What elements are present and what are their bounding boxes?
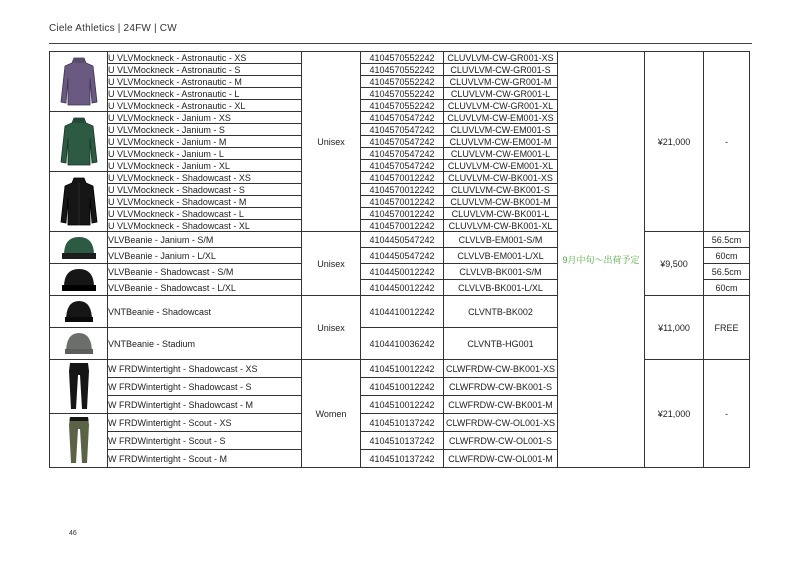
size-cell: 60cm [704, 280, 750, 296]
product-name: W FRDWintertight - Shadowcast - XS [108, 360, 302, 378]
price-cell: ¥11,000 [645, 296, 704, 360]
sku-code: CLUVLVM-CW-BK001-L [444, 208, 558, 220]
product-name: U VLVMockneck - Shadowcast - M [108, 196, 302, 208]
jan-code: 4104570547242 [361, 136, 444, 148]
page-number: 46 [69, 530, 77, 537]
product-name: U VLVMockneck - Shadowcast - L [108, 208, 302, 220]
jan-code: 4104570547242 [361, 148, 444, 160]
jan-code: 4104510012242 [361, 396, 444, 414]
product-image-tight-shadowcast [50, 360, 108, 414]
jan-code: 4104570552242 [361, 88, 444, 100]
jan-code: 4104570552242 [361, 52, 444, 64]
jan-code: 4104570012242 [361, 220, 444, 232]
size-cell: 56.5cm [704, 264, 750, 280]
product-name: VNTBeanie - Shadowcast [108, 296, 302, 328]
product-name: U VLVMockneck - Janium - XL [108, 160, 302, 172]
jan-code: 4104570012242 [361, 184, 444, 196]
product-name: W FRDWintertight - Scout - XS [108, 414, 302, 432]
gender-cell: Unisex [302, 232, 361, 296]
jan-code: 4104410036242 [361, 328, 444, 360]
product-name: U VLVMockneck - Janium - M [108, 136, 302, 148]
product-name: VLVBeanie - Janium - L/XL [108, 248, 302, 264]
product-name: U VLVMockneck - Astronautic - XL [108, 100, 302, 112]
jan-code: 4104570547242 [361, 112, 444, 124]
sku-code: CLWFRDW-CW-BK001-M [444, 396, 558, 414]
mockneck-jacket-icon [59, 54, 99, 108]
sku-code: CLVNTB-HG001 [444, 328, 558, 360]
product-image-vnt-stadium [50, 328, 108, 360]
price-cell: ¥21,000 [645, 360, 704, 468]
product-name: U VLVMockneck - Astronautic - S [108, 64, 302, 76]
product-name: U VLVMockneck - Shadowcast - S [108, 184, 302, 196]
sku-code: CLUVLVM-CW-EM001-M [444, 136, 558, 148]
jan-code: 4104570547242 [361, 160, 444, 172]
sku-code: CLWFRDW-CW-OL001-XS [444, 414, 558, 432]
jan-code: 4104510137242 [361, 414, 444, 432]
jan-code: 4104570552242 [361, 76, 444, 88]
sku-code: CLUVLVM-CW-GR001-M [444, 76, 558, 88]
product-image-vnt-shadowcast [50, 296, 108, 328]
product-name: W FRDWintertight - Shadowcast - S [108, 378, 302, 396]
sku-code: CLUVLVM-CW-EM001-XS [444, 112, 558, 124]
product-name: VLVBeanie - Janium - S/M [108, 232, 302, 248]
jan-code: 4104570552242 [361, 64, 444, 76]
product-name: W FRDWintertight - Scout - S [108, 432, 302, 450]
sku-code: CLUVLVM-CW-GR001-XS [444, 52, 558, 64]
jan-code: 4104510012242 [361, 378, 444, 396]
sku-code: CLUVLVM-CW-GR001-L [444, 88, 558, 100]
mockneck-jacket-icon [59, 174, 99, 228]
product-image-mockneck-janium [50, 112, 108, 172]
sku-code: CLWFRDW-CW-BK001-S [444, 378, 558, 396]
gender-cell: Women [302, 360, 361, 468]
jan-code: 4104450547242 [361, 232, 444, 248]
sku-code: CLUVLVM-CW-BK001-M [444, 196, 558, 208]
product-table [49, 51, 750, 468]
product-name: VNTBeanie - Stadium [108, 328, 302, 360]
beanie-icon [58, 265, 100, 293]
sku-code: CLVLVB-EM001-L/XL [444, 248, 558, 264]
jan-code: 4104570552242 [361, 100, 444, 112]
gender-cell: Unisex [302, 52, 361, 232]
gender-cell: Unisex [302, 296, 361, 360]
tights-icon [61, 415, 97, 465]
price-cell: ¥21,000 [645, 52, 704, 232]
jan-code: 4104570012242 [361, 196, 444, 208]
beanie-icon [59, 329, 99, 357]
jan-code: 4104450012242 [361, 280, 444, 296]
product-name: U VLVMockneck - Janium - L [108, 148, 302, 160]
product-name: U VLVMockneck - Janium - XS [108, 112, 302, 124]
product-name: U VLVMockneck - Shadowcast - XS [108, 172, 302, 184]
product-name: U VLVMockneck - Astronautic - XS [108, 52, 302, 64]
sku-code: CLVLVB-BK001-L/XL [444, 280, 558, 296]
sku-code: CLWFRDW-CW-OL001-S [444, 432, 558, 450]
jan-code: 4104510012242 [361, 360, 444, 378]
product-name: VLVBeanie - Shadowcast - S/M [108, 264, 302, 280]
product-name: W FRDWintertight - Scout - M [108, 450, 302, 468]
beanie-icon [58, 233, 100, 261]
jan-code: 4104510137242 [361, 450, 444, 468]
tights-icon [61, 361, 97, 411]
product-name: U VLVMockneck - Janium - S [108, 124, 302, 136]
sku-code: CLUVLVM-CW-GR001-XL [444, 100, 558, 112]
product-name: VLVBeanie - Shadowcast - L/XL [108, 280, 302, 296]
product-image-mockneck-shadowcast [50, 172, 108, 232]
jan-code: 4104510137242 [361, 432, 444, 450]
sku-code: CLUVLVM-CW-EM001-L [444, 148, 558, 160]
sku-code: CLVNTB-BK002 [444, 296, 558, 328]
product-name: U VLVMockneck - Astronautic - L [108, 88, 302, 100]
jan-code: 4104450012242 [361, 264, 444, 280]
sku-code: CLWFRDW-CW-BK001-XS [444, 360, 558, 378]
size-cell: - [704, 360, 750, 468]
product-name: U VLVMockneck - Astronautic - M [108, 76, 302, 88]
sku-code: CLVLVB-BK001-S/M [444, 264, 558, 280]
sku-code: CLUVLVM-CW-BK001-XS [444, 172, 558, 184]
product-image-beanie-janium [50, 232, 108, 264]
product-image-beanie-shadowcast [50, 264, 108, 296]
sku-code: CLUVLVM-CW-EM001-XL [444, 160, 558, 172]
product-name: W FRDWintertight - Shadowcast - M [108, 396, 302, 414]
beanie-icon [59, 297, 99, 325]
price-cell: ¥9,500 [645, 232, 704, 296]
sku-code: CLWFRDW-CW-OL001-M [444, 450, 558, 468]
product-image-mockneck-astronautic [50, 52, 108, 112]
jan-code: 4104570012242 [361, 208, 444, 220]
sku-code: CLVLVB-EM001-S/M [444, 232, 558, 248]
jan-code: 4104570012242 [361, 172, 444, 184]
sku-code: CLUVLVM-CW-GR001-S [444, 64, 558, 76]
header-divider [49, 43, 752, 44]
mockneck-jacket-icon [59, 114, 99, 168]
ship-schedule-note: 9月中旬〜出荷予定 [558, 52, 645, 468]
jan-code: 4104570547242 [361, 124, 444, 136]
product-image-tight-scout [50, 414, 108, 468]
product-name: U VLVMockneck - Shadowcast - XL [108, 220, 302, 232]
sku-code: CLUVLVM-CW-BK001-S [444, 184, 558, 196]
jan-code: 4104450547242 [361, 248, 444, 264]
size-cell: FREE [704, 296, 750, 360]
size-cell: 56.5cm [704, 232, 750, 248]
size-cell: 60cm [704, 248, 750, 264]
sku-code: CLUVLVM-CW-EM001-S [444, 124, 558, 136]
page-header-title: Ciele Athletics | 24FW | CW [49, 23, 177, 34]
sku-code: CLUVLVM-CW-BK001-XL [444, 220, 558, 232]
jan-code: 4104410012242 [361, 296, 444, 328]
size-cell: - [704, 52, 750, 232]
